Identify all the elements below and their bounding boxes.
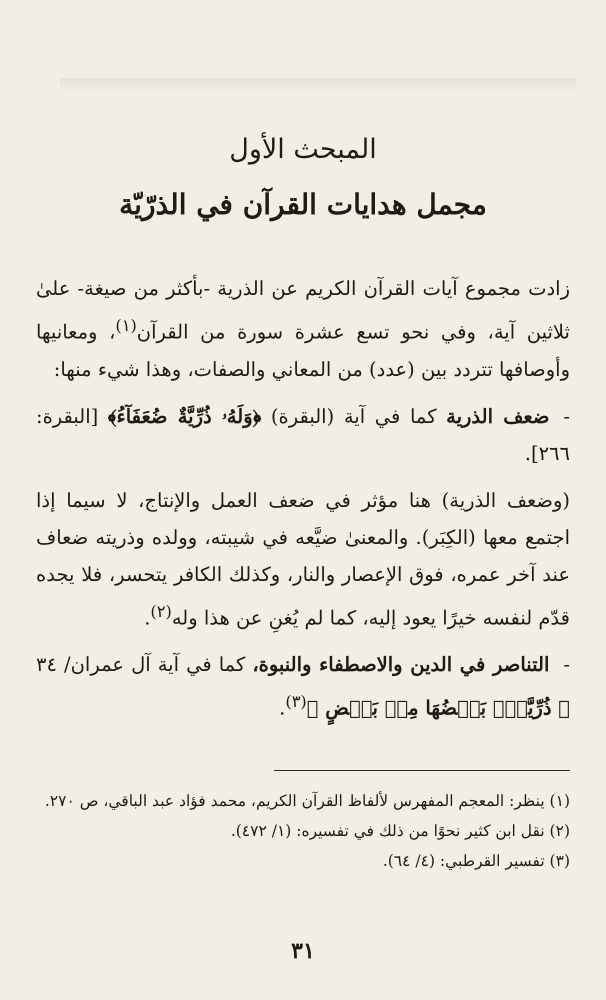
- list-item-support: -التناصر في الدين والاصطفاء والنبوة، كما في آية آل عمران/ ٣٤ ﴿ ذُرِّيَّةَۢ بَعۡضُهَا مِنۢ بَعۡضٍ ﴾$^{(٣)}$.: [36, 646, 570, 727]
- item-dash: -: [563, 404, 570, 428]
- show-through-bleed: [60, 78, 576, 94]
- footnote-ref-3: (٣): [285, 692, 307, 711]
- item-dash: -: [563, 653, 570, 676]
- intro-paragraph: [36, 270, 570, 388]
- footnote-2: (٢) نقل ابن كثير نحوًا من ذلك في تفسيره: (١/ ٤٧٢).: [230, 822, 570, 840]
- footnote-3: (٣) تفسير القرطبي: (٤/ ٦٤).: [382, 852, 570, 870]
- explanation-paragraph: (وضعف الذرية) هنا مؤثر في ضعف العمل والإنتاج، لا سيما إذا اجتمع معها (الكِبَر). والمعنىٰ ضيَّعه في شيبته، وولده وذريته ضعاف عند آخر عمره، فوق الإعصار والنار، وكذلك الكافر يتحسر، فلا يجده قدّم لنفسه خيرًا يعود إليه، كما لم يُغنِ عن هذا وله$^{(٢)}$.: [36, 488, 570, 629]
- quran-verse: ﴿ ذُرِّيَّةَۢ بَعۡضُهَا مِنۢ بَعۡضٍ ﴾: [306, 696, 570, 720]
- quran-verse: ﴿وَلَهُۥ ذُرِّيَّةٌ ضُعَفَآءُ﴾: [107, 404, 262, 428]
- chapter-title: مجمل هدايات القرآن في الذرّيّة: [119, 188, 487, 221]
- intro-text-cont: ، ومعانيها وأوصافها تتردد بين (عدد) من المعاني والصفات، وهذا شيء منها:: [36, 320, 570, 381]
- footnote-1: (١) ينظر: المعجم المفهرس لألفاظ القرآن الكريم، محمد فؤاد عبد الباقي، ص ٢٧٠.: [44, 792, 570, 810]
- explanation-text: (وضعف الذرية) هنا مؤثر في ضعف العمل والإنتاج، لا سيما إذا اجتمع معها (الكِبَر). والمعنىٰ ضيَّعه في شيبته، وولده وذريته ضعاف عند آخر عمره، فوق الإعصار والنار، وكذلك الكافر يتحسر، فلا يجده قدّم لنفسه خيرًا يعود إليه، كما لم يُغنِ عن هذا وله: [36, 488, 570, 629]
- page-number: ٣١: [291, 938, 315, 964]
- verse-reference: [البقرة: ٢٦٦].: [36, 404, 570, 465]
- footnote-ref-2: (٢): [150, 601, 172, 621]
- list-item-weakness: [36, 398, 570, 472]
- footnotes: [36, 786, 570, 876]
- section-title: المبحث الأول: [229, 134, 377, 165]
- item-label: التناصر في الدين والاصطفاء والنبوة،: [252, 653, 550, 676]
- intro-text: زادت مجموع آيات القرآن الكريم عن الذرية -بأكثر من صيغة- علىٰ ثلاثين آية، وفي نحو تسع عشرة سورة من القرآن: [36, 277, 570, 344]
- main-text: [36, 270, 570, 727]
- item-text: كما في آية آل عمران/ ٣٤: [36, 653, 253, 676]
- footnote-ref-1: (١): [115, 316, 137, 335]
- footnote-separator: [274, 770, 570, 771]
- item-label: ضعف الذرية: [446, 404, 550, 428]
- item-text: كما في آية (البقرة): [261, 404, 447, 428]
